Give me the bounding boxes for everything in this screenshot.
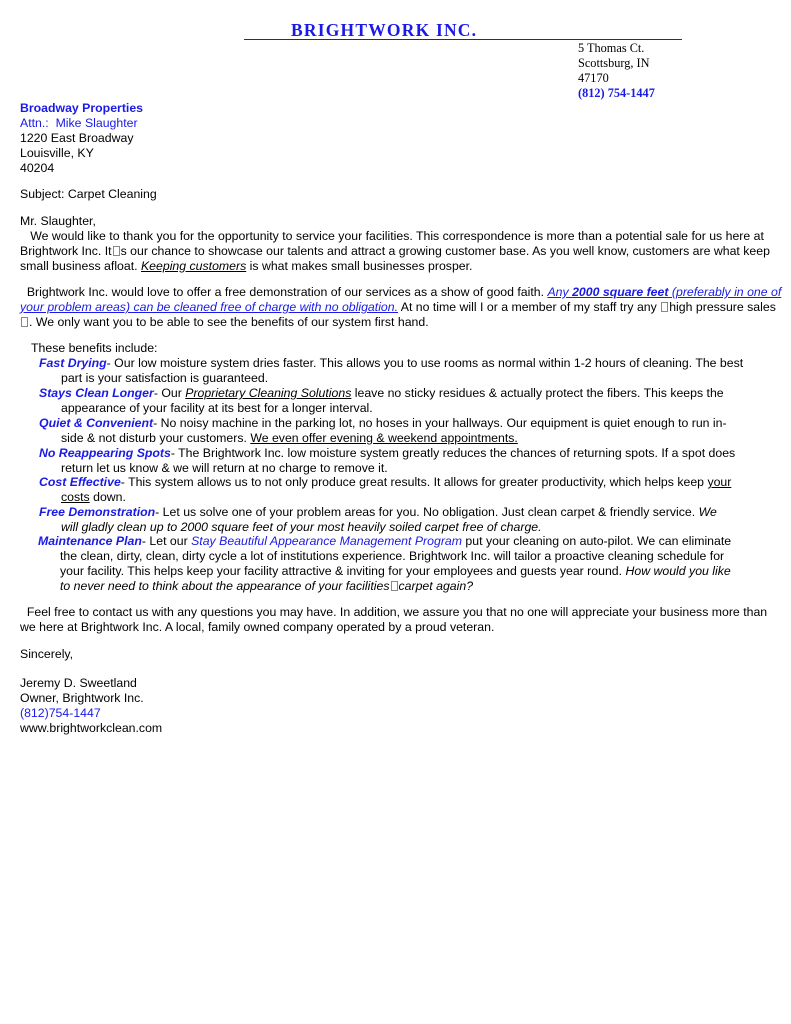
benefit-title: Fast Drying (39, 356, 107, 370)
benefit-continuation: part is your satisfaction is guaranteed. (61, 371, 269, 385)
benefit-title: Maintenance Plan (38, 534, 142, 548)
evening-weekend-text: We even offer evening & weekend appointments. (250, 431, 518, 445)
benefit-text: put your cleaning on auto-pilot. We can eliminate (462, 534, 732, 548)
benefit-cont-text: side & not disturb your customers. (61, 431, 251, 445)
benefit-title: Free Demonstration (39, 505, 156, 519)
paragraph-offer (20, 285, 782, 330)
para1-text-c: is what makes small businesses prosper. (246, 259, 473, 273)
benefit-item (39, 386, 783, 416)
para2-text-d: . We only want you to be able to see the benefits of our system first hand. (29, 315, 429, 329)
signature-block (20, 676, 782, 736)
para2-text-a: Brightwork Inc. would love to offer a free demonstration of our services as a show of good faith. (26, 285, 548, 299)
benefit-title: Stays Clean Longer (39, 386, 154, 400)
para2-text-b: At no time will I or a member of my staff try any (398, 300, 661, 314)
benefit-text: - No noisy machine in the parking lot, no hoses in your hallways. Our equipment is quiet enough to run in- (153, 416, 727, 430)
benefit-title: Quiet & Convenient (39, 416, 154, 430)
para1-text-b: s our chance to showcase our talents and attract a growing customer base. As you well know, customers are what keep small business afloat. (20, 244, 770, 273)
missing-glyph-box (391, 581, 398, 591)
benefit-continuation: return let us know & we will return at no charge to remove it. (61, 461, 388, 475)
sender-zip: 47170 (578, 71, 609, 85)
offer-link-b: (preferably in one of your problem areas) can be cleaned free of charge with no obligation. (20, 285, 782, 314)
missing-glyph-box (661, 302, 668, 312)
sender-address (578, 41, 655, 101)
recipient-attn (20, 116, 782, 131)
recipient-city-state: Louisville, KY (20, 146, 94, 160)
benefit-text: - The Brightwork Inc. low moisture system greatly reduces the chances of returning spots. If a spot does (170, 446, 736, 460)
offer-link-bold: 2000 square feet (572, 285, 669, 299)
benefit-continuation: will gladly clean up to 2000 square feet of your most heavily soiled carpet free of charge. (61, 520, 542, 534)
sender-phone: (812) 754-1447 (578, 86, 655, 100)
attn-name: Mike Slaughter (55, 116, 138, 130)
your-costs-text-a: your (707, 475, 732, 489)
benefit-italic-b2: carpet again? (398, 579, 474, 593)
salutation: Mr. Slaughter, (20, 214, 96, 228)
website-link[interactable]: www.brightworkclean.com (20, 721, 163, 735)
attn-label: Attn.: (20, 116, 49, 130)
benefit-text: - This system allows us to not only produce great results. It allows for greater productivity, which helps keep (120, 475, 708, 489)
para1-text-a: We would like to thank you for the opportunity to service your facilities. This correspondence is more than a potential sale for us here at Brightwork Inc. It (20, 229, 764, 258)
benefits-intro: These benefits include: (31, 341, 158, 355)
benefit-continuation (38, 579, 782, 594)
closing: Sincerely, (20, 647, 74, 661)
your-costs-text-b: costs (61, 490, 90, 504)
offer-link-a: Any (547, 285, 573, 299)
header-rule (244, 39, 682, 40)
benefit-item (39, 416, 783, 446)
signer-title: Owner, Brightwork Inc. (20, 691, 144, 705)
recipient-street: 1220 East Broadway (20, 131, 134, 145)
recipient-zip: 40204 (20, 161, 55, 175)
benefit-text: - Our low moisture system dries faster. This allows you to use rooms as normal within 1-2 hours of cleaning. The best (106, 356, 744, 370)
para2-text-c: high pressure sales (669, 300, 776, 314)
benefit-italic-a: We (698, 505, 717, 519)
signer-phone: (812)754-1447 (20, 706, 101, 720)
proprietary-solutions-text: Proprietary Cleaning Solutions (185, 386, 352, 400)
benefit-continuation (38, 564, 782, 579)
benefit-continuation (39, 490, 783, 505)
benefit-pre: - Our (153, 386, 186, 400)
benefit-cont-text: down. (89, 490, 126, 504)
benefit-pre: - Let our (141, 534, 192, 548)
benefit-text: leave no sticky residues & actually protect the fibers. This keeps the (351, 386, 724, 400)
sender-city-state: Scottsburg, IN (578, 56, 650, 70)
benefit-item (39, 475, 783, 505)
benefit-cont-text: your facility. This helps keep your facility attractive & inviting for your employees and guests year round. (60, 564, 626, 578)
benefit-continuation: appearance of your facility at its best for a longer interval. (61, 401, 373, 415)
subject-line: Subject: Carpet Cleaning (20, 187, 157, 201)
missing-glyph-box (113, 246, 120, 256)
benefit-item (39, 356, 783, 386)
benefit-title: Cost Effective (39, 475, 121, 489)
signer-name: Jeremy D. Sweetland (20, 676, 137, 690)
para1-emphasis: Keeping customers (140, 259, 247, 273)
recipient-company: Broadway Properties (20, 101, 144, 115)
benefit-item (39, 446, 783, 476)
benefit-continuation: the clean, dirty, clean, dirty cycle a lot of institutions experience. Brightwork Inc. will tailor a proactive cleaning schedule for (60, 549, 725, 563)
benefit-italic-b1: to never need to think about the appearance of your facilities (60, 579, 390, 593)
recipient-block (20, 101, 782, 176)
benefit-continuation (39, 431, 783, 446)
benefit-text: - Let us solve one of your problem areas for you. No obligation. Just clean carpet & friendly service. (155, 505, 699, 519)
paragraph-intro (20, 229, 782, 274)
benefit-title: No Reappearing Spots (39, 446, 171, 460)
para3-text: Feel free to contact us with any questions you may have. In addition, we assure you that no one will appreciate your business more than we here at Brightwork Inc. A local, family owned company operated by a proud veteran. (20, 605, 768, 634)
benefit-item (38, 534, 782, 594)
benefit-italic-a: How would you like (625, 564, 731, 578)
sender-street: 5 Thomas Ct. (578, 41, 645, 55)
missing-glyph-box (21, 317, 28, 327)
program-name-text: Stay Beautiful Appearance Management Program (191, 534, 463, 548)
company-name: BRIGHTWORK INC. (291, 20, 478, 40)
benefit-item (39, 505, 783, 535)
paragraph-contact (20, 605, 782, 635)
